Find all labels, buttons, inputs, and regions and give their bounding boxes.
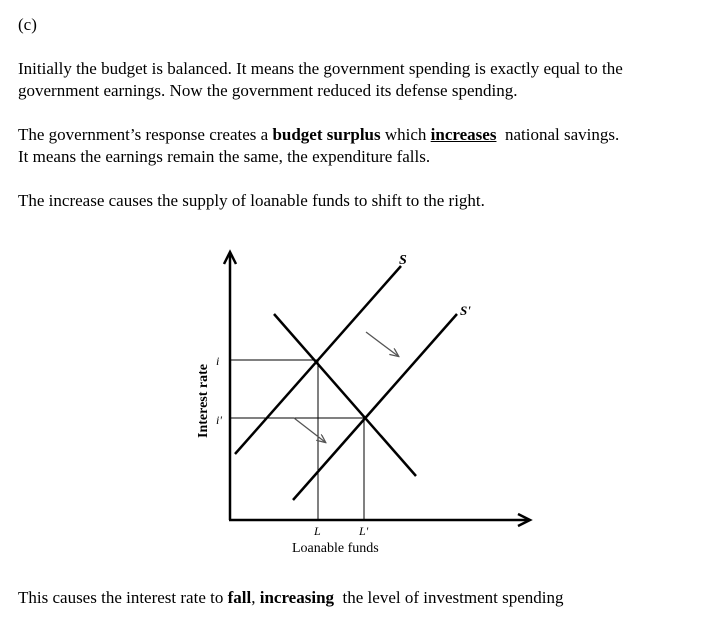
quantity-initial-label: L: [314, 524, 321, 538]
paragraph-balanced-budget: [18, 58, 623, 102]
paragraph-conclusion: [18, 587, 563, 609]
paragraph1-line1: Initially the budget is balanced. It means the government spending is exactly equal to the: [18, 59, 623, 78]
shift-arrow-upper: [366, 332, 398, 356]
fall-term: fall: [227, 588, 252, 607]
y-axis-label: Interest rate: [196, 364, 211, 438]
budget-surplus-term: budget surplus: [272, 125, 381, 144]
x-axis-label: Loanable funds: [292, 541, 379, 556]
paragraph2-line1-post: national savings.: [496, 125, 620, 144]
shift-arrow-lower: [294, 418, 325, 442]
increases-term: increases: [430, 125, 497, 144]
paragraph2-line2: It means the earnings remain the same, the expenditure falls.: [18, 147, 431, 166]
paragraph-budget-surplus: [18, 124, 619, 168]
paragraph1-line2: government earnings. Now the government reduced its defense spending.: [18, 81, 518, 100]
loanable-funds-graph: [180, 238, 540, 568]
new-supply-label: S': [460, 303, 471, 318]
paragraph2-line1-pre: The government’s response creates a: [18, 125, 273, 144]
paragraph4-mid: ,: [251, 588, 260, 607]
paragraph2-line1: [18, 124, 619, 146]
rate-initial-label: i: [216, 354, 220, 368]
paragraph2-line1-mid: which: [380, 125, 431, 144]
rate-new-label: i': [216, 413, 222, 427]
paragraph-supply-shift: The increase causes the supply of loanable funds to shift to the right.: [18, 191, 485, 210]
increasing-term: increasing: [259, 588, 335, 607]
supply-label: S: [399, 253, 407, 268]
section-label: (c): [18, 15, 37, 34]
paragraph4-pre: This causes the interest rate to: [18, 588, 228, 607]
paragraph4-post: the level of investment spending: [334, 588, 564, 607]
quantity-new-label: L': [359, 524, 369, 538]
demand-curve: [274, 314, 416, 476]
